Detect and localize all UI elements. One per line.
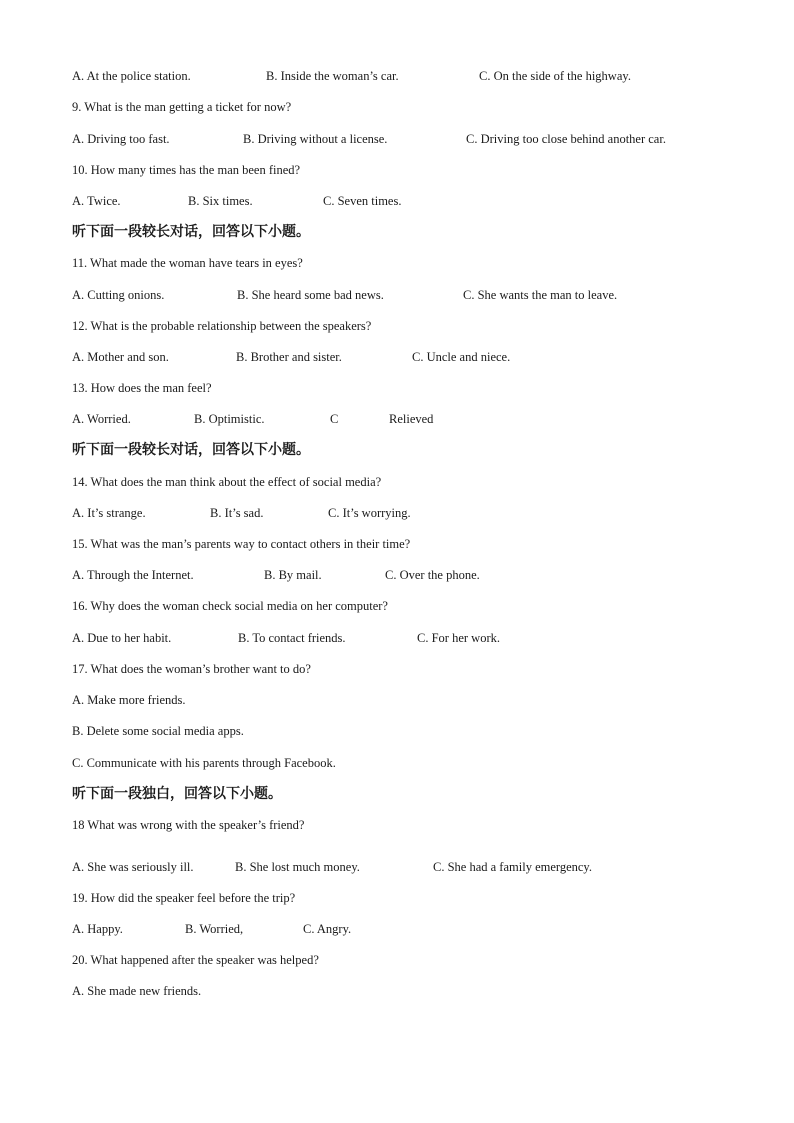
option-a: A. She made new friends. — [72, 984, 202, 998]
option-a: A. She was seriously ill. — [72, 860, 194, 874]
option-c: C. For her work. — [417, 631, 500, 645]
option-a: A. Worried. — [72, 412, 131, 426]
option-a: A. Through the Internet. — [72, 568, 194, 582]
option-c: C. It’s worrying. — [328, 506, 411, 520]
option-a: A. Mother and son. — [72, 350, 169, 364]
option-a: A. Driving too fast. — [72, 132, 170, 146]
option-a: A. At the police station. — [72, 69, 191, 83]
option-b: B. Delete some social media apps. — [72, 724, 244, 738]
question-14: 14. What does the man think about the effect of social media? — [72, 475, 382, 489]
option-a: A. Due to her habit. — [72, 631, 172, 645]
option-a: A. Happy. — [72, 922, 123, 936]
option-a: A. Twice. — [72, 194, 121, 208]
option-b: B. By mail. — [264, 568, 322, 582]
question-17: 17. What does the woman’s brother want to do? — [72, 662, 311, 676]
question-11: 11. What made the woman have tears in eyes? — [72, 256, 303, 270]
option-c: C. Driving too close behind another car. — [466, 132, 666, 146]
option-b: B. It’s sad. — [210, 506, 264, 520]
option-c: C. Over the phone. — [385, 568, 480, 582]
option-b: B. She heard some bad news. — [237, 288, 384, 302]
question-16: 16. Why does the woman check social media on her computer? — [72, 599, 388, 613]
option-b: B. To contact friends. — [238, 631, 346, 645]
option-b: B. Inside the woman’s car. — [266, 69, 399, 83]
option-c: C. Seven times. — [323, 194, 402, 208]
option-a: A. It’s strange. — [72, 506, 146, 520]
option-c: C. On the side of the highway. — [479, 69, 631, 83]
option-c: C. She wants the man to leave. — [463, 288, 618, 302]
option-b: B. Optimistic. — [194, 412, 265, 426]
option-c: C. She had a family emergency. — [433, 860, 592, 874]
question-9: 9. What is the man getting a ticket for now? — [72, 100, 292, 114]
option-c: C. Uncle and niece. — [412, 350, 511, 364]
section-heading: 听下面一段较长对话，回答以下小题。 — [72, 442, 310, 458]
option-b: B. Brother and sister. — [236, 350, 342, 364]
section-heading: 听下面一段独白，回答以下小题。 — [72, 786, 282, 802]
option-b: B. Worried, — [185, 922, 244, 936]
question-20: 20. What happened after the speaker was helped? — [72, 953, 319, 967]
option-c-text: Relieved — [389, 412, 434, 426]
option-c: C. Communicate with his parents through Facebook. — [72, 756, 336, 770]
question-12: 12. What is the probable relationship between the speakers? — [72, 319, 372, 333]
question-18: 18 What was wrong with the speaker’s friend? — [72, 818, 305, 832]
option-b: B. Driving without a license. — [243, 132, 388, 146]
option-b: B. Six times. — [188, 194, 253, 208]
option-a: A. Make more friends. — [72, 693, 186, 707]
question-13: 13. How does the man feel? — [72, 381, 212, 395]
question-15: 15. What was the man’s parents way to contact others in their time? — [72, 537, 411, 551]
option-c: C — [330, 412, 339, 426]
question-10: 10. How many times has the man been fined? — [72, 163, 301, 177]
option-b: B. She lost much money. — [235, 860, 360, 874]
question-19: 19. How did the speaker feel before the trip? — [72, 891, 296, 905]
option-c: C. Angry. — [303, 922, 352, 936]
section-heading: 听下面一段较长对话，回答以下小题。 — [72, 224, 310, 240]
option-a: A. Cutting onions. — [72, 288, 165, 302]
